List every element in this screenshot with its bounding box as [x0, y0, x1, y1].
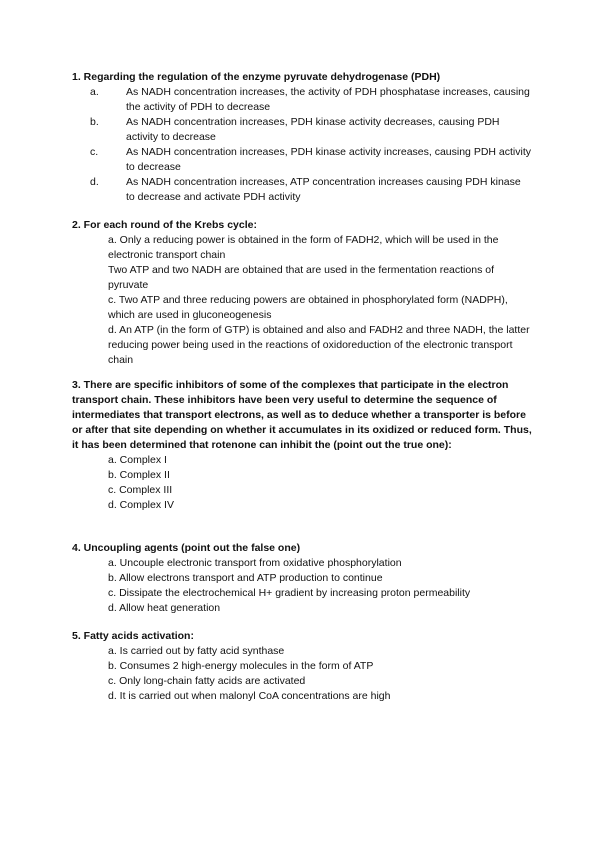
option-text: As NADH concentration increases, PDH kinase activity decreases, causing PDH activity to decrease [126, 116, 500, 143]
option-item: c. Dissipate the electrochemical H+ gradient by increasing proton permeability [108, 587, 471, 599]
question-title: 5. Fatty acids activation: [72, 630, 194, 642]
option-marker: c. [90, 146, 99, 158]
question-title: 1. Regarding the regulation of the enzyme pyruvate dehydrogenase (PDH) [72, 71, 441, 83]
option-item: b. Allow electrons transport and ATP production to continue [108, 572, 383, 584]
option-item: d. Complex IV [108, 499, 174, 511]
option-item: Two ATP and two NADH are obtained that are used in the fermentation reactions of pyruvate [108, 264, 494, 291]
option-item: a. Is carried out by fatty acid synthase [108, 645, 285, 657]
option-item [90, 175, 532, 205]
option-item: d. It is carried out when malonyl CoA concentrations are high [108, 690, 391, 702]
question-title: 2. For each round of the Krebs cycle: [72, 219, 257, 231]
option-text: As NADH concentration increases, the activity of PDH phosphatase increases, causing the activity of PDH to decrease [126, 86, 530, 113]
option-text: As NADH concentration increases, ATP concentration increases causing PDH kinase to decrease and activate PDH activity [126, 176, 521, 203]
question-title: 3. There are specific inhibitors of some of the complexes that participate in the electron transport chain. These inhibitors have been very useful to determine the sequence of intermediates that transport electrons, as well as to deduce whether a transporter is before or after that site depending on whether it accumulates in its oxidized or reduced form. Thus, it has been determined that rotenone can inhibit the (point out the true one): [72, 379, 532, 451]
option-item: a. Complex I [108, 454, 167, 466]
option-item: c. Complex III [108, 484, 173, 496]
option-marker: b. [90, 116, 99, 128]
option-list [72, 556, 532, 616]
option-item: c. Two ATP and three reducing powers are obtained in phosphorylated form (NADPH), which are used in gluconeogenesis [108, 294, 508, 321]
option-item [90, 85, 532, 115]
question-1 [72, 70, 532, 205]
option-marker: a. [90, 86, 99, 98]
option-item [90, 115, 532, 145]
question-5 [72, 629, 532, 704]
question-2 [72, 218, 532, 368]
option-list [72, 85, 532, 205]
option-text: As NADH concentration increases, PDH kinase activity increases, causing PDH activity to decrease [126, 146, 531, 173]
question-4 [72, 541, 532, 616]
option-list [72, 233, 532, 368]
question-title: 4. Uncoupling agents (point out the false one) [72, 542, 301, 554]
option-item: d. Allow heat generation [108, 602, 221, 614]
option-item: b. Complex II [108, 469, 170, 481]
option-item [90, 145, 532, 175]
option-list [72, 453, 532, 513]
option-item: d. An ATP (in the form of GTP) is obtained and also and FADH2 and three NADH, the latter reducing power being used in the reactions of oxidoreduction of the electronic transport chain [108, 324, 530, 366]
option-item: a. Only a reducing power is obtained in the form of FADH2, which will be used in the electronic transport chain [108, 234, 499, 261]
option-marker: d. [90, 176, 99, 188]
option-item: c. Only long-chain fatty acids are activated [108, 675, 306, 687]
question-3 [72, 378, 532, 513]
option-list [72, 644, 532, 704]
option-item: a. Uncouple electronic transport from oxidative phosphorylation [108, 557, 402, 569]
option-item: b. Consumes 2 high-energy molecules in the form of ATP [108, 660, 374, 672]
